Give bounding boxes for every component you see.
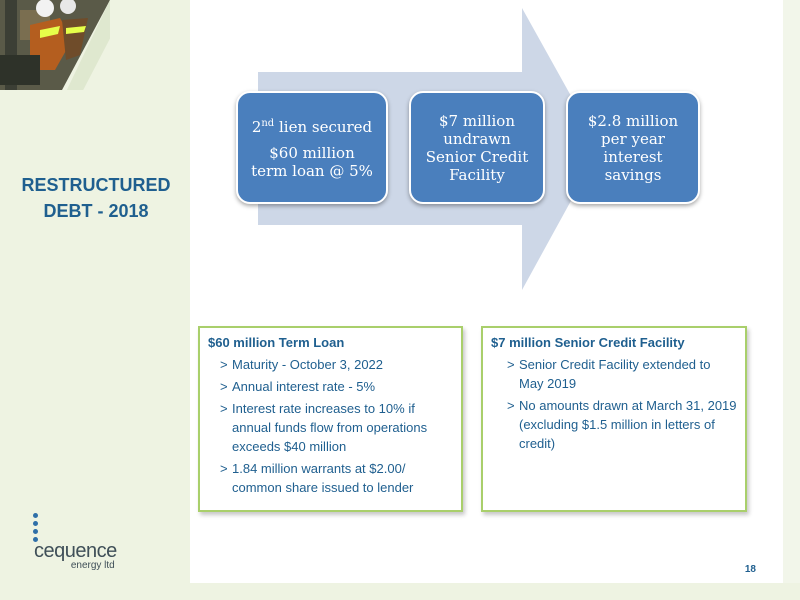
credit-facility-heading: $7 million Senior Credit Facility [491, 335, 685, 350]
logo-sub: energy ltd [70, 560, 115, 571]
ordinal-suffix: nd [261, 118, 275, 129]
credit-facility-list [491, 355, 737, 453]
term-loan-box [198, 326, 463, 512]
process-box-lien-line1 [252, 115, 372, 136]
slide-title-line1: RESTRUCTURED [21, 175, 171, 195]
list-item [208, 377, 453, 396]
list-item [491, 396, 737, 453]
list-item-text: Interest rate increases to 10% if annual funds flow from operations exceeds $40 million [232, 401, 428, 454]
lien-text: lien secured [274, 118, 373, 136]
list-item-text: Senior Credit Facility extended to May 2019 [519, 357, 711, 391]
list-item-text: 1.84 million warrants at $2.00/ common share issued to lender [232, 461, 414, 495]
list-item-text: Annual interest rate - 5% [232, 379, 376, 394]
logo-name: cequence [34, 540, 117, 562]
page-number: 18 [744, 564, 756, 575]
process-box-lien-line2: $60 million term loan @ 5% [251, 144, 373, 180]
bullet-marker: > [220, 401, 228, 416]
slide-title-line2: DEBT - 2018 [43, 201, 149, 221]
process-box-credit-text: $7 million undrawn Senior Credit Facility [425, 111, 529, 184]
process-box-savings-text: $2.8 million per year interest savings [587, 111, 679, 184]
term-loan-heading: $60 million Term Loan [208, 335, 345, 350]
process-box-credit [409, 91, 545, 204]
bullet-marker: > [507, 357, 515, 372]
logo-dots-icon [33, 513, 39, 543]
company-logo [34, 541, 117, 571]
list-item-text: No amounts drawn at March 31, 2019 (excluding $1.5 million in letters of credit) [519, 398, 737, 451]
ordinal-base: 2 [251, 118, 262, 136]
list-item [208, 459, 453, 497]
bullet-marker: > [220, 357, 228, 372]
list-item [491, 355, 737, 393]
bullet-marker: > [220, 461, 228, 476]
term-loan-list [208, 355, 453, 497]
list-item [208, 355, 453, 374]
process-box-savings [566, 91, 700, 204]
list-item [208, 399, 453, 456]
list-item-text: Maturity - October 3, 2022 [232, 357, 384, 372]
bullet-marker: > [507, 398, 515, 413]
credit-facility-box [481, 326, 747, 512]
bullet-marker: > [220, 379, 228, 394]
process-box-lien [236, 91, 388, 204]
